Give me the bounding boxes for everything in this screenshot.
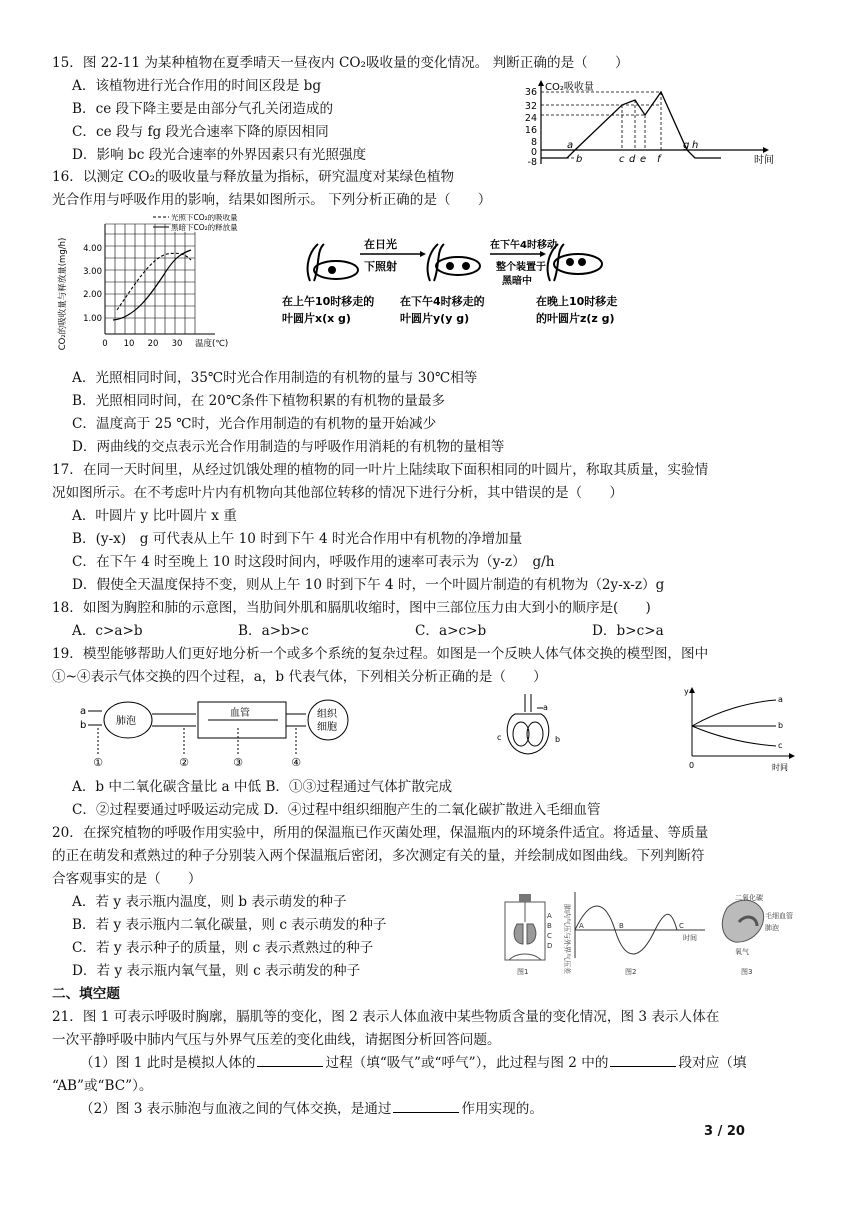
q19-options-line2: C．②过程要通过呼吸运动完成 D．④过程中组织细胞产生的二氧化碳扩散进入毛细血管 <box>72 802 601 818</box>
svg-text:A: A <box>547 912 552 920</box>
svg-text:b: b <box>555 735 561 744</box>
q19-gas-exchange-diagram <box>80 692 380 772</box>
q20-curve-graph <box>680 686 800 776</box>
svg-text:b: b <box>80 720 87 731</box>
svg-text:肺泡: 肺泡 <box>765 924 779 932</box>
svg-text:24: 24 <box>524 113 537 124</box>
svg-text:B: B <box>547 922 552 930</box>
svg-text:①: ① <box>93 756 103 769</box>
svg-text:整个装置于: 整个装置于 <box>496 262 546 273</box>
q21-figures <box>495 888 805 980</box>
svg-text:b: b <box>576 154 583 165</box>
svg-text:a: a <box>778 695 783 704</box>
svg-text:图1: 图1 <box>517 968 529 976</box>
q21-blank-1[interactable] <box>257 1054 323 1067</box>
q20-stem-line3: 合客观事实的是（ ） <box>52 871 202 887</box>
svg-text:e: e <box>640 154 647 165</box>
svg-text:a: a <box>80 706 87 717</box>
svg-text:CO₂的吸收量与释放量(mg/h): CO₂的吸收量与释放量(mg/h) <box>58 237 68 351</box>
svg-text:图2: 图2 <box>625 968 637 976</box>
svg-text:④: ④ <box>291 756 301 769</box>
svg-text:血管: 血管 <box>230 708 250 719</box>
svg-text:c: c <box>619 154 625 165</box>
q17-option-a: A．叶圆片 y 比叶圆片 x 重 <box>72 508 237 524</box>
svg-text:0: 0 <box>530 147 537 158</box>
q21-part1: （1）图 1 此时是模拟人体的 过程（填“吸气”或“呼气”），此过程与图 2 中的 段对应（填 <box>80 1055 747 1071</box>
svg-text:在日光: 在日光 <box>364 238 397 251</box>
q18-lung-diagram <box>495 692 575 772</box>
section-fill-blank-heading: 二、填空题 <box>52 986 120 1002</box>
svg-text:C: C <box>679 922 684 930</box>
q19-options-line1: A．b 中二氧化碳含量比 a 中低 B．①③过程通过气体扩散完成 <box>72 779 453 795</box>
svg-text:8: 8 <box>530 137 537 148</box>
svg-text:温度(℃): 温度(℃) <box>195 339 229 349</box>
svg-text:在下午4时移走的: 在下午4时移走的 <box>400 295 485 308</box>
svg-text:叶圆片y(y g): 叶圆片y(y g) <box>400 312 470 325</box>
svg-text:1.00: 1.00 <box>83 314 102 324</box>
q21-blank-2[interactable] <box>610 1054 676 1067</box>
svg-text:二氧化碳: 二氧化碳 <box>735 894 763 902</box>
q16-stem-line1: 16．以测定 CO₂的吸收量与释放量为指标，研究温度对某绿色植物 <box>52 169 455 185</box>
svg-text:c: c <box>497 733 502 742</box>
q17-option-c: C．在下午 4 时至晚上 10 时这段时间内，呼吸作用的速率可表示为（y-z） g/h <box>72 554 555 570</box>
svg-text:②: ② <box>179 756 189 769</box>
q20-option-c: C．若 y 表示种子的质量，则 c 表示煮熟过的种子 <box>72 940 374 956</box>
svg-text:g: g <box>683 140 690 151</box>
q20-option-d: D．若 y 表示瓶内氧气量，则 c 表示萌发的种子 <box>72 963 361 979</box>
svg-text:叶圆片x(x g): 叶圆片x(x g) <box>282 312 351 325</box>
q16-option-d: D．两曲线的交点表示光合作用制造的与呼吸作用消耗的有机物的量相等 <box>72 439 505 455</box>
q17-stem-line1: 17．在同一天时间里，从经过饥饿处理的植物的同一叶片上陆续取下面积相同的叶圆片，称取其质量，实验情 <box>52 462 709 478</box>
q17-leaf-disc-diagram <box>280 236 640 336</box>
svg-text:0: 0 <box>102 339 108 349</box>
q18-option-a: A．c>a>b <box>72 623 143 639</box>
q16-temperature-chart <box>55 214 275 354</box>
svg-text:h: h <box>692 140 699 151</box>
q15-co2-chart <box>515 78 785 170</box>
svg-text:0: 0 <box>689 761 695 770</box>
svg-text:在下午4时移动: 在下午4时移动 <box>490 240 557 251</box>
svg-text:下照射: 下照射 <box>364 260 397 273</box>
q15-xlabel: 时间 <box>754 155 774 166</box>
q19-stem-line1: 19．模型能够帮助人们更好地分析一个或多个系统的复杂过程。如图是一个反映人体气体交换的模型图，图中 <box>52 646 709 662</box>
svg-text:36: 36 <box>524 87 537 98</box>
q15-ylabel: CO₂吸收量 <box>545 82 594 93</box>
svg-text:时间: 时间 <box>772 763 788 772</box>
q21-stem-line1: 21．图 1 可表示呼吸时胸廓，膈肌等的变化，图 2 表示人体血液中某些物质含量的变化情况，图 3 表示人体在 <box>52 1009 720 1025</box>
q15-option-d: D．影响 bc 段光合速率的外界因素只有光照强度 <box>72 147 367 163</box>
svg-text:在晚上10时移走: 在晚上10时移走 <box>536 295 618 308</box>
q17-stem-line2: 况如图所示。在不考虑叶片内有机物向其他部位转移的情况下进行分析，其中错误的是（ ） <box>52 485 623 501</box>
svg-text:图3: 图3 <box>741 968 753 976</box>
svg-text:肺内气压与外界气压差: 肺内气压与外界气压差 <box>563 904 571 974</box>
svg-text:d: d <box>629 154 636 165</box>
svg-text:在上午10时移走的: 在上午10时移走的 <box>282 295 375 308</box>
q18-option-d: D．b>c>a <box>592 623 664 639</box>
svg-text:3.00: 3.00 <box>83 267 102 277</box>
q16-option-c: C．温度高于 25 ℃时，光合作用制造的有机物的量开始减少 <box>72 416 437 432</box>
q15-option-c: C．ce 段与 fg 段光合速率下降的原因相同 <box>72 124 329 140</box>
q17-option-b: B．(y-x) g 可代表从上午 10 时到下午 4 时光合作用中有机物的净增加量 <box>72 531 523 547</box>
q15-stem: 15．图 22-11 为某种植物在夏季晴天一昼夜内 CO₂吸收量的变化情况。 判断正确的是（ ） <box>52 55 629 71</box>
q19-stem-line2: ①~④表示气体交换的四个过程，a，b 代表气体，下列相关分析正确的是（ ） <box>52 669 547 685</box>
svg-text:10: 10 <box>123 339 135 349</box>
svg-text:黑暗中: 黑暗中 <box>502 276 532 287</box>
q20-stem-line1: 20．在探究植物的呼吸作用实验中，所用的保温瓶已作灭菌处理，保温瓶内的环境条件适宜。将适量、等质量 <box>52 825 709 841</box>
svg-text:f: f <box>657 154 661 165</box>
svg-text:30: 30 <box>171 339 183 349</box>
q20-option-b: B．若 y 表示瓶内二氧化碳量，则 c 表示萌发的种子 <box>72 917 387 933</box>
svg-text:黑暗下CO₂的释放量: 黑暗下CO₂的释放量 <box>171 223 238 232</box>
q18-stem: 18．如图为胸腔和肺的示意图，当肋间外肌和膈肌收缩时，图中三部位压力由大到小的顺序是( ) <box>52 600 651 616</box>
svg-text:的叶圆片z(z g): 的叶圆片z(z g) <box>536 312 615 325</box>
page-number: 3 / 20 <box>704 1124 745 1139</box>
q21-blank-3[interactable] <box>393 1100 459 1113</box>
svg-text:氧气: 氧气 <box>735 948 749 956</box>
q21-part1-cont: “AB”或“BC”）。 <box>52 1078 153 1094</box>
svg-text:a: a <box>543 703 548 712</box>
svg-text:时间: 时间 <box>683 934 697 942</box>
svg-text:组织: 组织 <box>317 709 337 720</box>
q16-option-a: A．光照相同时间，35℃时光合作用制造的有机物的量与 30℃相等 <box>72 370 478 386</box>
q15-option-a: A．该植物进行光合作用的时间区段是 bg <box>72 78 322 94</box>
svg-text:细胞: 细胞 <box>317 722 337 733</box>
svg-text:A: A <box>579 922 584 930</box>
svg-text:a: a <box>567 140 574 151</box>
svg-text:y: y <box>684 687 689 696</box>
svg-text:4.00: 4.00 <box>83 244 102 254</box>
svg-text:-8: -8 <box>527 157 537 168</box>
q17-option-d: D．假使全天温度保持不变，则从上午 10 时到下午 4 时，一个叶圆片制造的有机物为（2y-x-z）g <box>72 577 665 593</box>
q15-option-b: B．ce 段下降主要是由部分气孔关闭造成的 <box>72 101 334 117</box>
svg-text:毛细血管: 毛细血管 <box>765 912 793 920</box>
q20-stem-line2: 的正在萌发和煮熟过的种子分别装入两个保温瓶后密闭，多次测定有关的量，并绘制成如图曲线。下列判断符 <box>52 848 705 864</box>
svg-text:D: D <box>547 942 553 950</box>
q21-stem-line2: 一次平静呼吸中肺内气压与外界气压差的变化曲线，请据图分析回答问题。 <box>52 1032 501 1048</box>
svg-text:C: C <box>547 932 552 940</box>
svg-text:光照下CO₂的吸收量: 光照下CO₂的吸收量 <box>171 214 238 222</box>
svg-text:2.00: 2.00 <box>83 290 102 300</box>
q18-option-b: B．a>b>c <box>238 623 309 639</box>
svg-text:肺泡: 肺泡 <box>116 716 136 727</box>
q18-option-c: C．a>c>b <box>415 623 487 639</box>
svg-text:b: b <box>778 721 784 730</box>
svg-text:16: 16 <box>524 125 537 136</box>
q20-option-a: A．若 y 表示瓶内温度，则 b 表示萌发的种子 <box>72 894 347 910</box>
svg-text:c: c <box>778 741 783 750</box>
svg-text:20: 20 <box>147 339 159 349</box>
svg-text:32: 32 <box>524 101 537 112</box>
svg-text:③: ③ <box>233 756 243 769</box>
q16-stem-line2: 光合作用与呼吸作用的影响，结果如图所示。 下列分析正确的是（ ） <box>52 192 492 208</box>
svg-text:B: B <box>619 922 624 930</box>
q16-option-b: B．光照相同时间，在 20℃条件下植物积累的有机物的量最多 <box>72 393 446 409</box>
q21-part2: （2）图 3 表示肺泡与血液之间的气体交换，是通过 作用实现的。 <box>80 1101 543 1117</box>
